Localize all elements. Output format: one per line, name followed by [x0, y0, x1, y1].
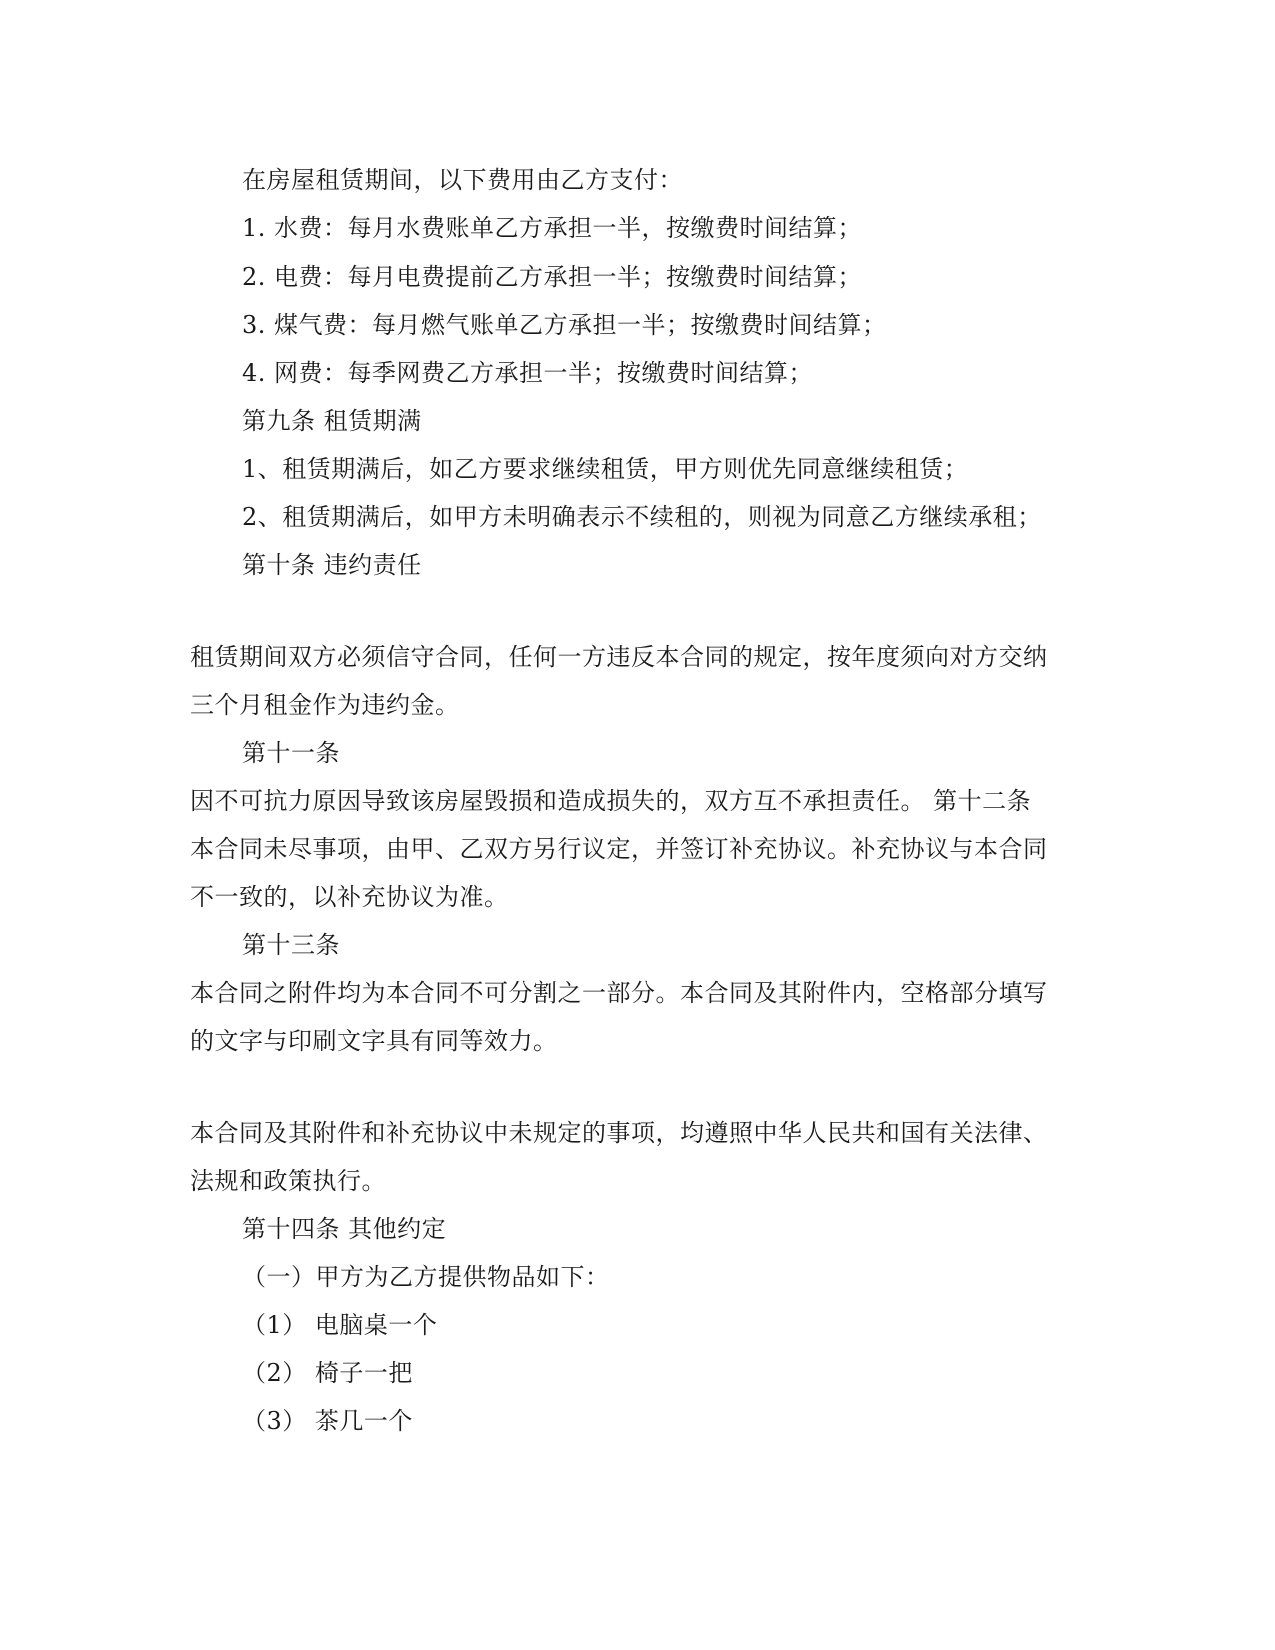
- list-item-chair: （2） 椅子一把: [242, 1359, 413, 1387]
- list-item-internet-fee: 4. 网费：每季网费乙方承担一半；按缴费时间结算；: [242, 359, 814, 387]
- list-item-tea-table: （3） 茶几一个: [242, 1407, 413, 1435]
- list-item-electricity-fee: 2. 电费：每月电费提前乙方承担一半；按缴费时间结算；: [242, 263, 863, 291]
- paragraph-force-majeure: 因不可抗力原因导致该房屋毁损和造成损失的，双方互不承担责任。 第十二条: [190, 787, 1032, 815]
- paragraph-breach-line-1: 租赁期间双方必须信守合同，任何一方违反本合同的规定，按年度须向对方交纳: [190, 643, 1048, 671]
- paragraph-breach-line-2: 三个月租金作为违约金。: [190, 691, 460, 719]
- section-heading-article-14: 第十四条 其他约定: [242, 1215, 447, 1243]
- paragraph-law-line-2: 法规和政策执行。: [190, 1167, 386, 1195]
- list-item-computer-desk: （1） 电脑桌一个: [242, 1311, 438, 1339]
- section-heading-article-13: 第十三条: [242, 931, 340, 959]
- section-heading-article-11: 第十一条: [242, 739, 340, 767]
- paragraph-annex-line-2: 的文字与印刷文字具有同等效力。: [190, 1027, 558, 1055]
- list-item-renewal-1: 1、租赁期满后，如乙方要求继续租赁，甲方则优先同意继续租赁；: [242, 455, 969, 483]
- list-item-gas-fee: 3. 煤气费：每月燃气账单乙方承担一半；按缴费时间结算；: [242, 311, 887, 339]
- paragraph-law-line-1: 本合同及其附件和补充协议中未规定的事项，均遵照中华人民共和国有关法律、: [190, 1119, 1048, 1147]
- paragraph-fees-intro: 在房屋租赁期间，以下费用由乙方支付：: [242, 166, 683, 194]
- paragraph-supplement-line-1: 本合同未尽事项，由甲、乙双方另行议定，并签订补充协议。补充协议与本合同: [190, 835, 1048, 863]
- paragraph-items-intro: （一）甲方为乙方提供物品如下：: [242, 1263, 610, 1291]
- paragraph-annex-line-1: 本合同之附件均为本合同不可分割之一部分。本合同及其附件内，空格部分填写: [190, 979, 1048, 1007]
- section-heading-article-9: 第九条 租赁期满: [242, 407, 422, 435]
- section-heading-article-10: 第十条 违约责任: [242, 551, 422, 579]
- paragraph-supplement-line-2: 不一致的，以补充协议为准。: [190, 883, 509, 911]
- list-item-renewal-2: 2、租赁期满后，如甲方未明确表示不续租的，则视为同意乙方继续承租；: [242, 503, 1042, 531]
- list-item-water-fee: 1. 水费：每月水费账单乙方承担一半，按缴费时间结算；: [242, 214, 863, 242]
